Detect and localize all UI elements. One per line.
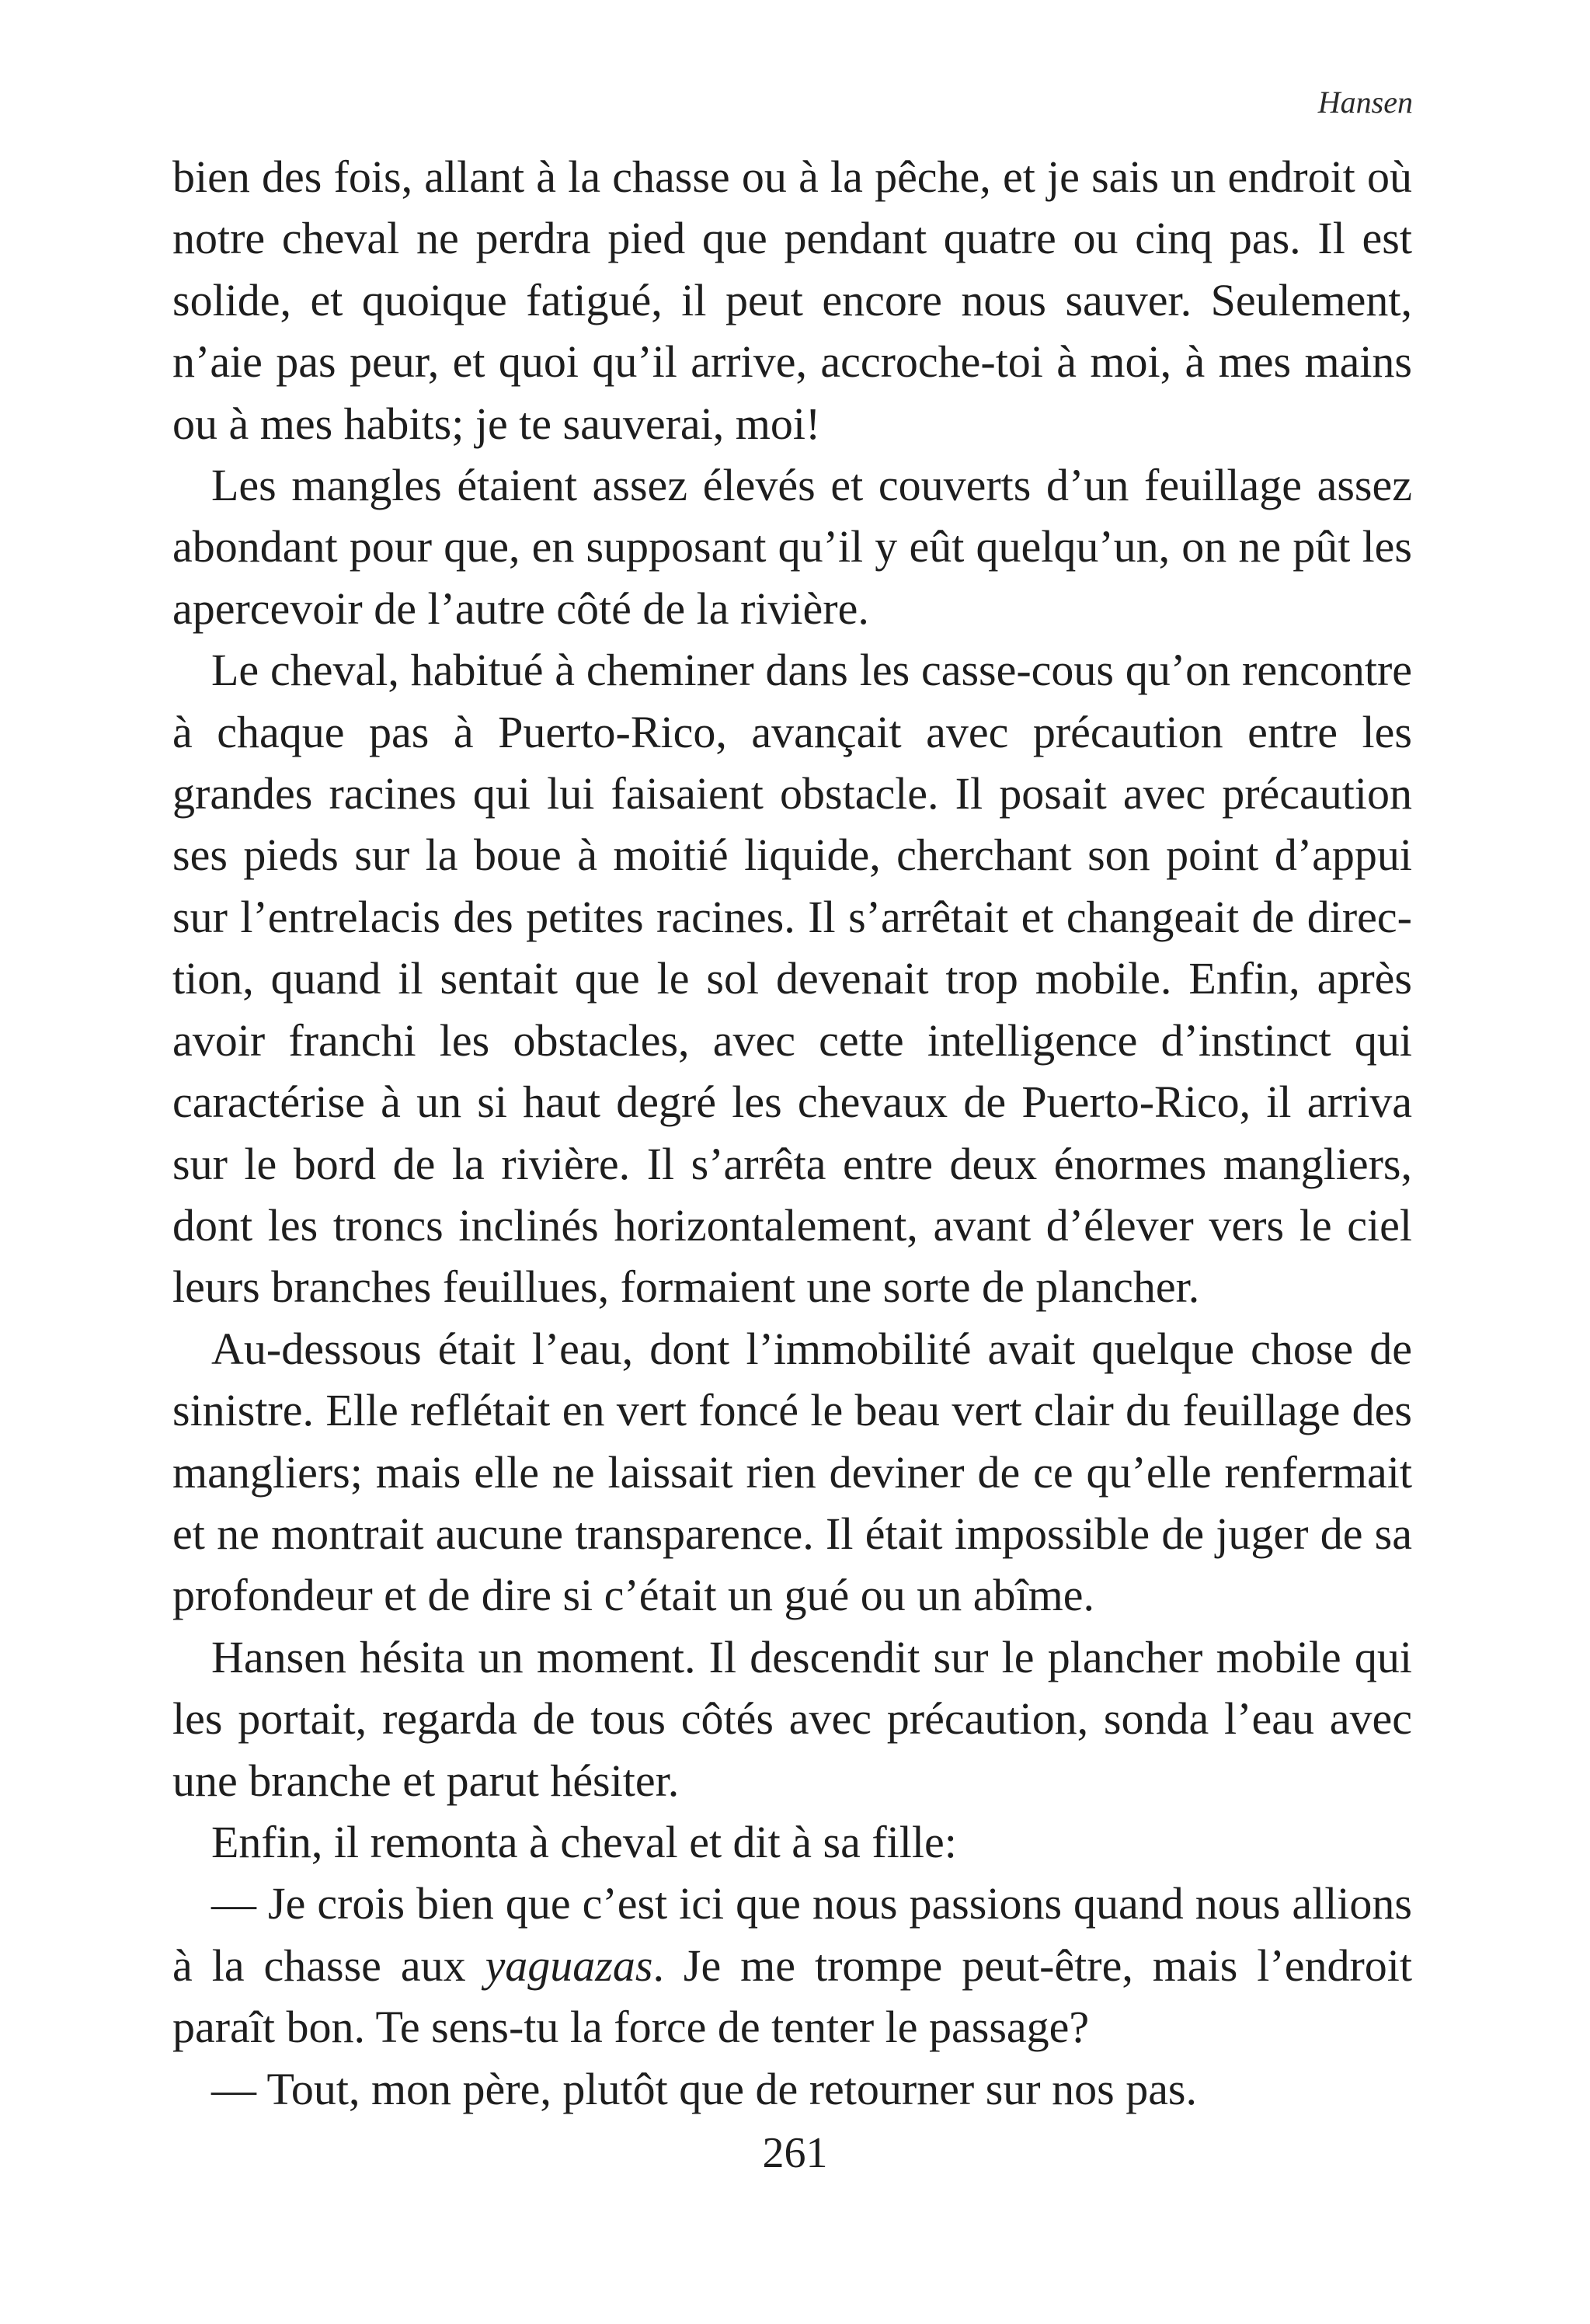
page-number: 261 (762, 2129, 828, 2177)
dialogue-text-end: . Je me trompe peut-être, mais l’endroit paraît bon. Te sens-tu la force de tenter le passage? (172, 1940, 1413, 2053)
paragraph-4: Au-dessous était l’eau, dont l’immobilité avait quelque chose de sinistre. Elle reflétait en vert foncé le beau vert clair du feuillage des mangliers; mais elle ne laissait rien deviner de ce qu’elle renfermait et ne montrait aucune transparence. Il était impossible de juger de sa profondeur et de dire si c’était un gué ou un abîme. (172, 1323, 1412, 1621)
paragraph-6: Enfin, il remonta à cheval et dit à sa fille: (211, 1816, 957, 1867)
paragraph-3: Le cheval, habitué à cheminer dans les casse-cous qu’on rencontre à chaque pas à Puerto-Rico, avançait avec précaution entre les grandes racines qui lui faisaient obstacle. Il posait avec précaution ses pieds sur la boue à moitié liquide, cherchant son point d’appui sur l’entrelacis des petites racines. Il s’arrêtait et changeait de direction, quand il sentait que le sol devenait trop mobile. Enfin, après avoir franchi les obstacles, avec cette intelligence d’instinct qui caractérise à un si haut degré les chevaux de Puerto-Rico, il arriva sur le bord de la rivière. Il s’arrêta entre deux énormes mangliers, dont les troncs inclinés horizontalement, avant d’élever vers le ciel leurs branches feuillues, formaient une sorte de plancher. (172, 645, 1412, 1313)
paragraph-5: Hansen hésita un moment. Il descendit sur le plancher mobile qui les portait, regarda de tous côtés avec précaution, sonda l’eau avec une branche et parut hésiter. (172, 1631, 1412, 1806)
running-head-title: Hansen (1317, 85, 1413, 120)
body-text (172, 146, 1412, 2120)
paragraph-2: Les mangles étaient assez élevés et couverts d’un feuillage assez abondant pour que, en supposant qu’il y eût quelqu’un, on ne pût les apercevoir de l’autre côté de la rivière. (172, 460, 1412, 634)
paragraph-1: bien des fois, allant à la chasse ou à la pêche, et je sais un endroit où notre cheval ne perdra pied que pendant quatre ou cinq pas. Il est solide, et quoique fatigué, il peut encore nous sauver. Seulement, n’aie pas peur, et quoi qu’il arrive, accroche-toi à moi, à mes mains ou à mes habits; je te sauverai, moi! (172, 151, 1412, 449)
dialogue-paragraph-2: — Tout, mon père, plutôt que de retourner sur nos pas. (211, 2063, 1198, 2114)
italic-term: yaguazas (485, 1940, 653, 1991)
dialogue-paragraph-1 (172, 1873, 1412, 2058)
dialogue-text-start: — Je crois bien que c’est ici que nous passions quand nous allions à la chasse aux (172, 1878, 1412, 1991)
